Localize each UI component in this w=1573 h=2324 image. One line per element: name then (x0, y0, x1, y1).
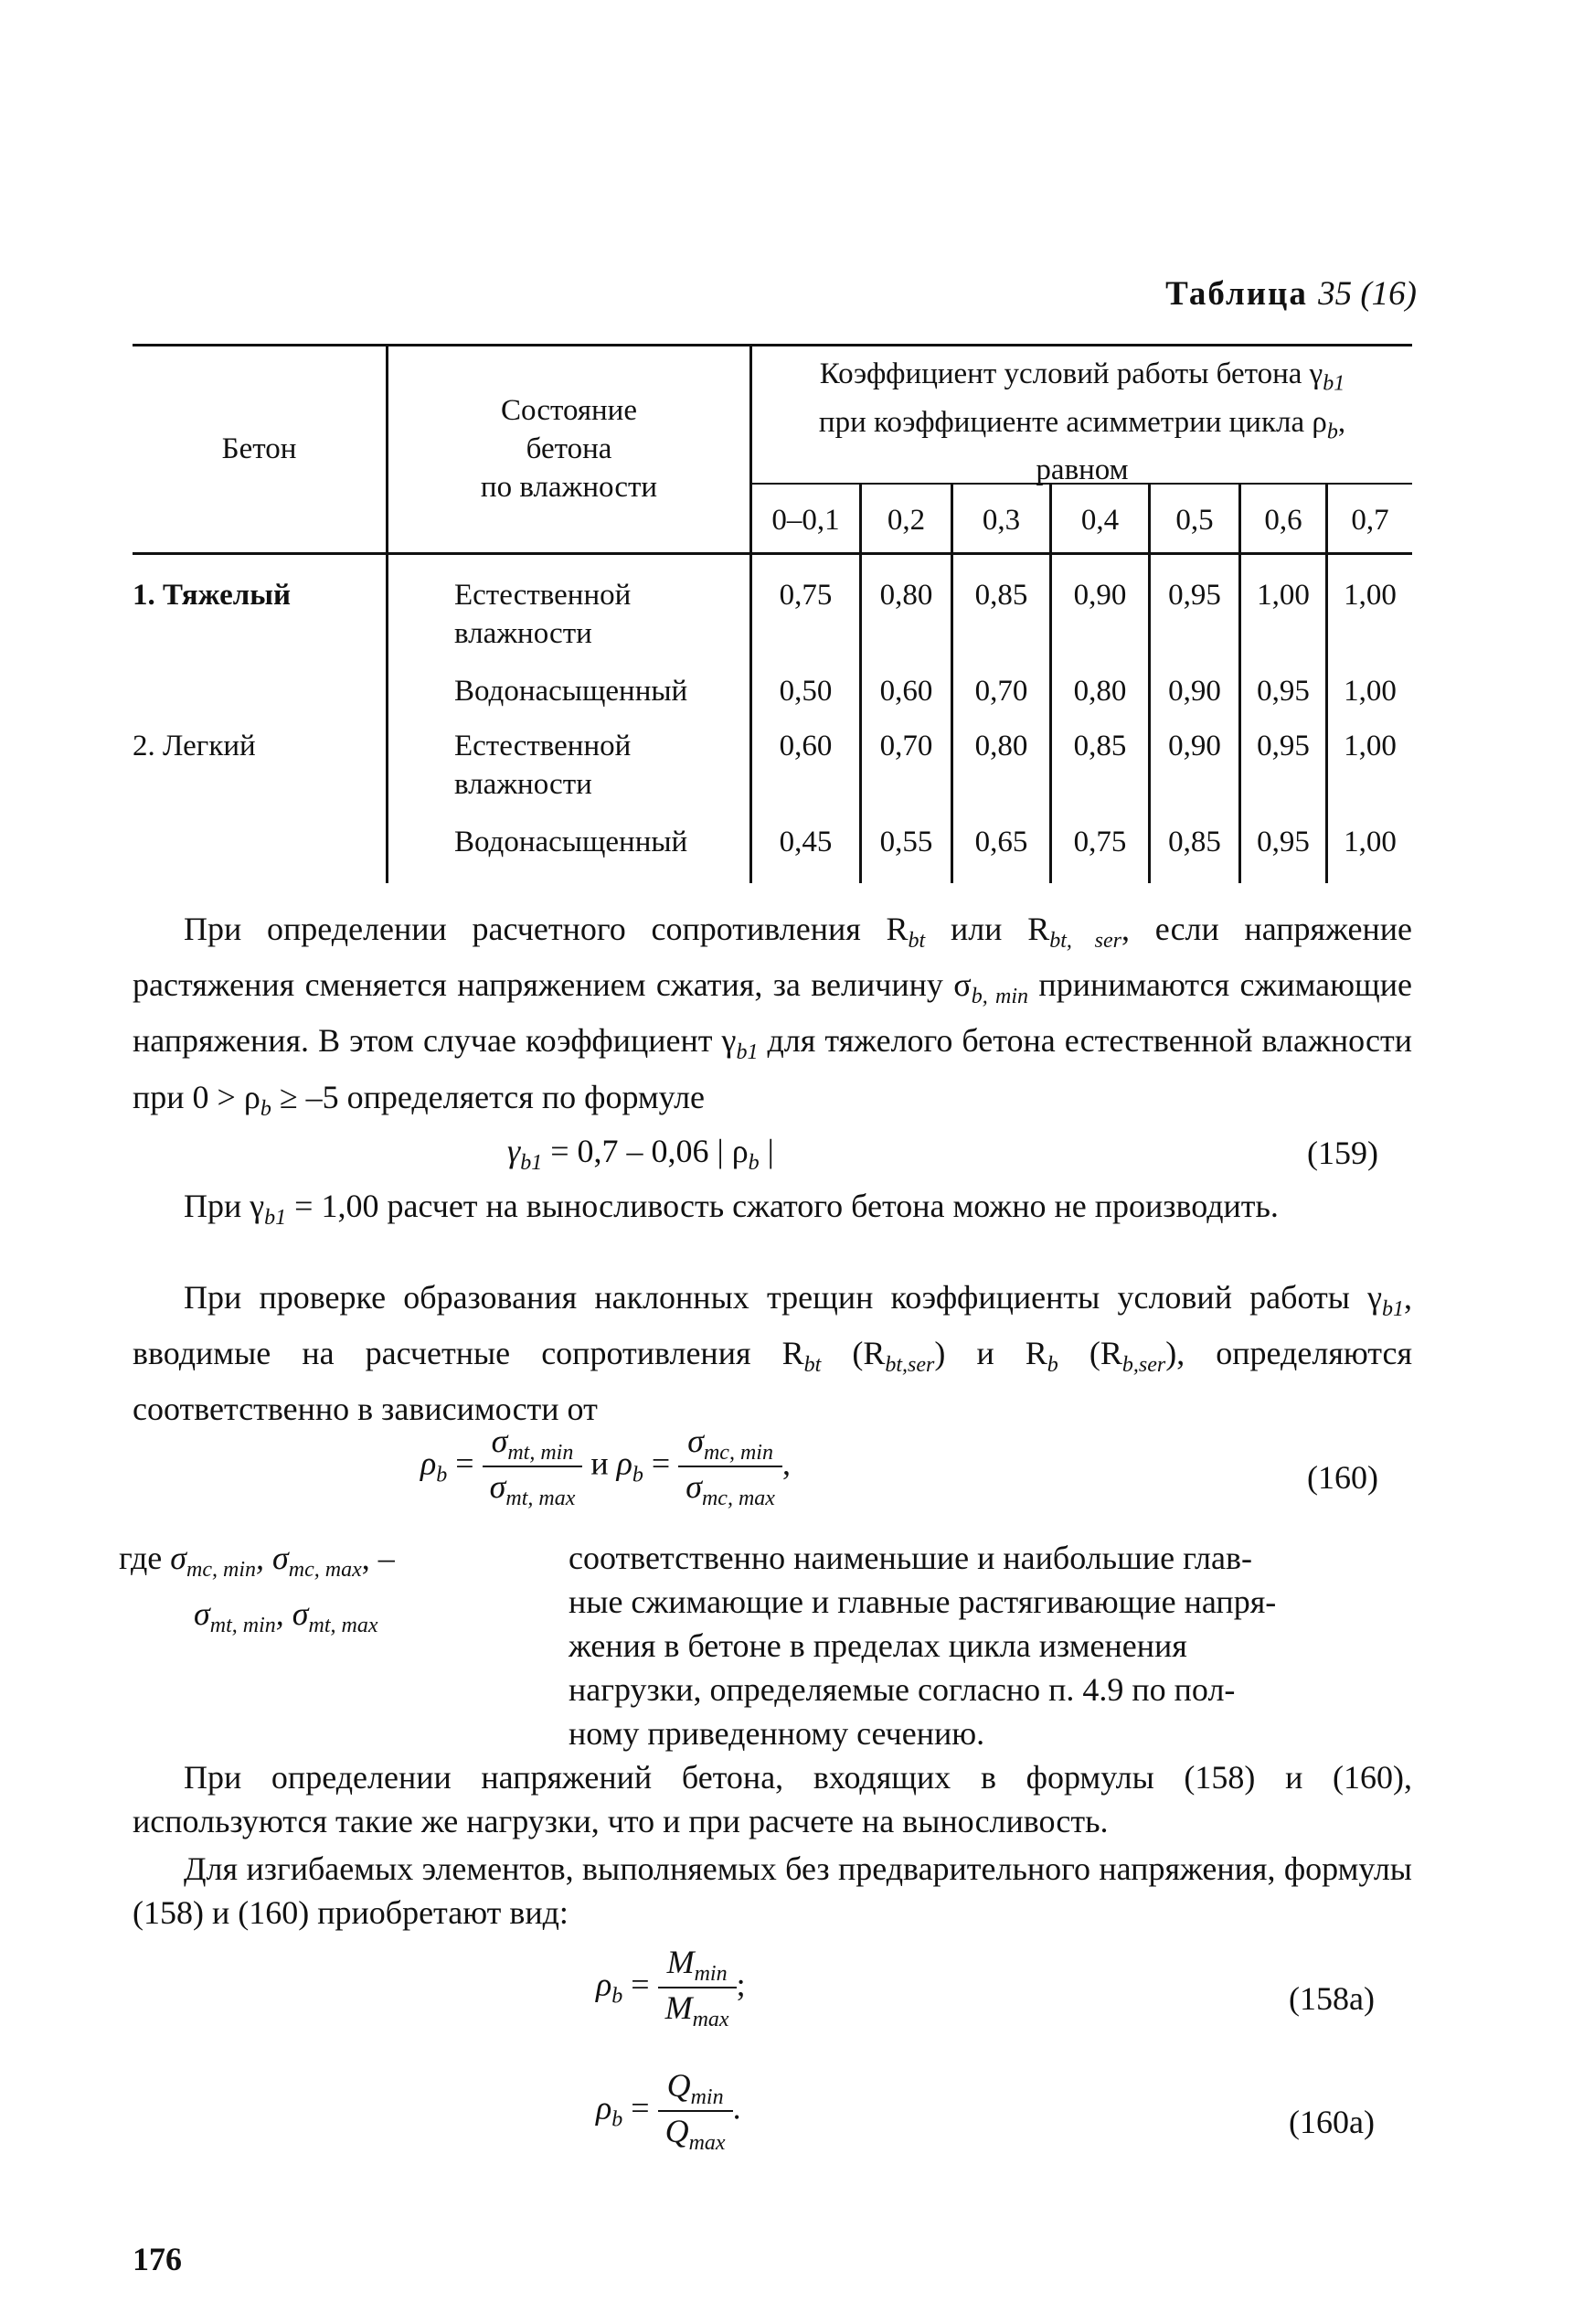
formula-160a: $\rho_b$ = $\frac{Q_{min}}{Q_{max}}$ . (596, 2067, 741, 2156)
where-desc-line: нагрузки, определяемые согласно п. 4.9 по пол- (569, 1671, 1236, 1708)
row-state: Водонасыщенный (454, 826, 688, 858)
table-title: Таблица 35 (16) (1165, 275, 1417, 313)
range-header: 0–0,1 (771, 504, 840, 537)
paragraph-3: При проверке образования наклонных трещин коэффициенты условий работы $\gamma_{b1}$, вводимые на расчетные сопротивления $R_{bt}$ $(R_{bt,ser})$ и $R_b$ $(R_{b,ser})$, определяются соответственно в зависимости от (133, 1279, 1413, 1428)
table-top-rule (133, 344, 1412, 346)
row-value: 1,00 (1344, 579, 1397, 612)
where-symbols-line: $\sigma_{mt, min}$, $\sigma_{mt, max}$ (194, 1595, 378, 1638)
row-value: 0,95 (1257, 826, 1310, 858)
range-header: 0,3 (982, 504, 1021, 537)
row-value: 0,75 (1073, 826, 1127, 858)
header-concrete: Бетон (221, 432, 297, 465)
header-state-line: Состояние (501, 394, 637, 427)
row-value: 1,00 (1344, 730, 1397, 762)
where-desc-line: жения в бетоне в пределах цикла изменения (569, 1627, 1187, 1664)
header-coef-line: Коэффициент условий работы бетона $\gamma_{b1}$ (819, 357, 1345, 396)
fraction: $\frac{\sigma_{mt, min}}{\sigma_{mt, max}}$ (483, 1422, 583, 1511)
row-value: 0,60 (879, 675, 933, 708)
header-coefficient (752, 355, 1412, 489)
row-value: 0,85 (1073, 730, 1127, 762)
row-concrete: 1. Тяжелый (133, 579, 292, 612)
fraction: $\frac{M_{min}}{M_{max}}$ (658, 1943, 737, 2032)
fraction: $\frac{\sigma_{mc, min}}{\sigma_{mc, max}}$ (678, 1422, 782, 1511)
row-state: Естественной влажности (454, 730, 632, 801)
row-value: 0,65 (974, 826, 1028, 858)
where-description (569, 1536, 1412, 1755)
paragraph-2: При $\gamma_{b1} = 1,00$ расчет на выносливость сжатого бетона можно не производить. (184, 1188, 1279, 1231)
page-number: 176 (133, 2241, 182, 2277)
header-coef-line: при коэффициенте асимметрии цикла $\rho_b$, (818, 405, 1346, 444)
row-value: 0,50 (779, 675, 833, 708)
paragraph-1: При определении расчетного сопротивления $R_{bt}$ или $R_{bt, ser}$, если напряжение растяжения сменяется напряжением сжатия, за величину $\sigma_{b, min}$ принимаются сжимающие напряжения. В этом случае коэффициент $\gamma_{b1}$ для тяжелого бетона естественной влажности при $0 > \rho_b \ge -5$ определяется по формуле (133, 911, 1413, 1121)
row-value: 0,75 (779, 579, 833, 612)
row-value: 0,85 (1168, 826, 1221, 858)
row-value: 0,90 (1168, 730, 1221, 762)
row-state: Водонасыщенный (454, 675, 688, 708)
where-symbols (119, 1536, 567, 1647)
row-value: 1,00 (1344, 675, 1397, 708)
formula-159: $\gamma_{b1} = 0,7 - 0,06$ | $\rho_b$ | (507, 1133, 774, 1176)
row-value: 0,95 (1257, 730, 1310, 762)
row-value: 1,00 (1257, 579, 1310, 612)
row-value: 0,45 (779, 826, 833, 858)
equation-number-159: (159) (1307, 1135, 1378, 1171)
formula-158a: $\rho_b$ = $\frac{M_{min}}{M_{max}}$ ; (596, 1944, 746, 2032)
range-header: 0,2 (887, 504, 926, 537)
row-value: 0,55 (879, 826, 933, 858)
range-header: 0,6 (1264, 504, 1302, 537)
header-coef-line: равном (1036, 453, 1129, 487)
row-concrete: 2. Легкий (133, 730, 256, 762)
header-state-line: по влажности (480, 471, 658, 504)
header-state-line: бетона (526, 432, 612, 465)
where-desc-line: ному приведенному сечению. (569, 1715, 985, 1752)
row-value: 0,90 (1168, 675, 1221, 708)
row-value: 0,70 (879, 730, 933, 762)
paragraph-4: При определении напряжений бетона, входящих в формулы (158) и (160), используются такие же нагрузки, что и при расчете на выносливость. (133, 1759, 1412, 1839)
where-symbols-line: где $\sigma_{mc, min}$, $\sigma_{mc, max}$, – (119, 1540, 395, 1583)
equation-number-158a: (158а) (1289, 1980, 1375, 2017)
row-value: 1,00 (1344, 826, 1397, 858)
range-header: 0,4 (1080, 504, 1120, 537)
range-header: 0,5 (1175, 504, 1214, 537)
row-value: 0,90 (1073, 579, 1127, 612)
fraction: $\frac{Q_{min}}{Q_{max}}$ (658, 2066, 733, 2156)
range-header: 0,7 (1351, 504, 1389, 537)
formula-160: $\rho_b$ = $\frac{\sigma_{mt, min}}{\sigma_{mt, max}}$ и $\rho_b$ = $\frac{\sigma_{mc, min}}{\sigma_{mc, max}}$ , (420, 1423, 791, 1511)
equation-number-160a: (160а) (1289, 2104, 1375, 2140)
paragraph-5: Для изгибаемых элементов, выполняемых без предварительного напряжения, формулы (158) и (160) приобретают вид: (133, 1850, 1412, 1931)
row-value: 0,80 (1073, 675, 1127, 708)
table-header-bottom-rule (133, 552, 1412, 555)
row-value: 0,60 (779, 730, 833, 762)
row-state: Естественной влажности (454, 579, 632, 650)
row-value: 0,70 (974, 675, 1028, 708)
row-value: 0,80 (879, 579, 933, 612)
row-value: 0,95 (1257, 675, 1310, 708)
equation-number-160: (160) (1307, 1459, 1378, 1496)
where-desc-line: ные сжимающие и главные растягивающие напря- (569, 1583, 1277, 1620)
row-value: 0,80 (974, 730, 1028, 762)
header-state (388, 391, 749, 506)
row-value: 0,85 (974, 579, 1028, 612)
row-value: 0,95 (1168, 579, 1221, 612)
where-desc-line: соответственно наименьшие и наибольшие глав- (569, 1540, 1252, 1576)
